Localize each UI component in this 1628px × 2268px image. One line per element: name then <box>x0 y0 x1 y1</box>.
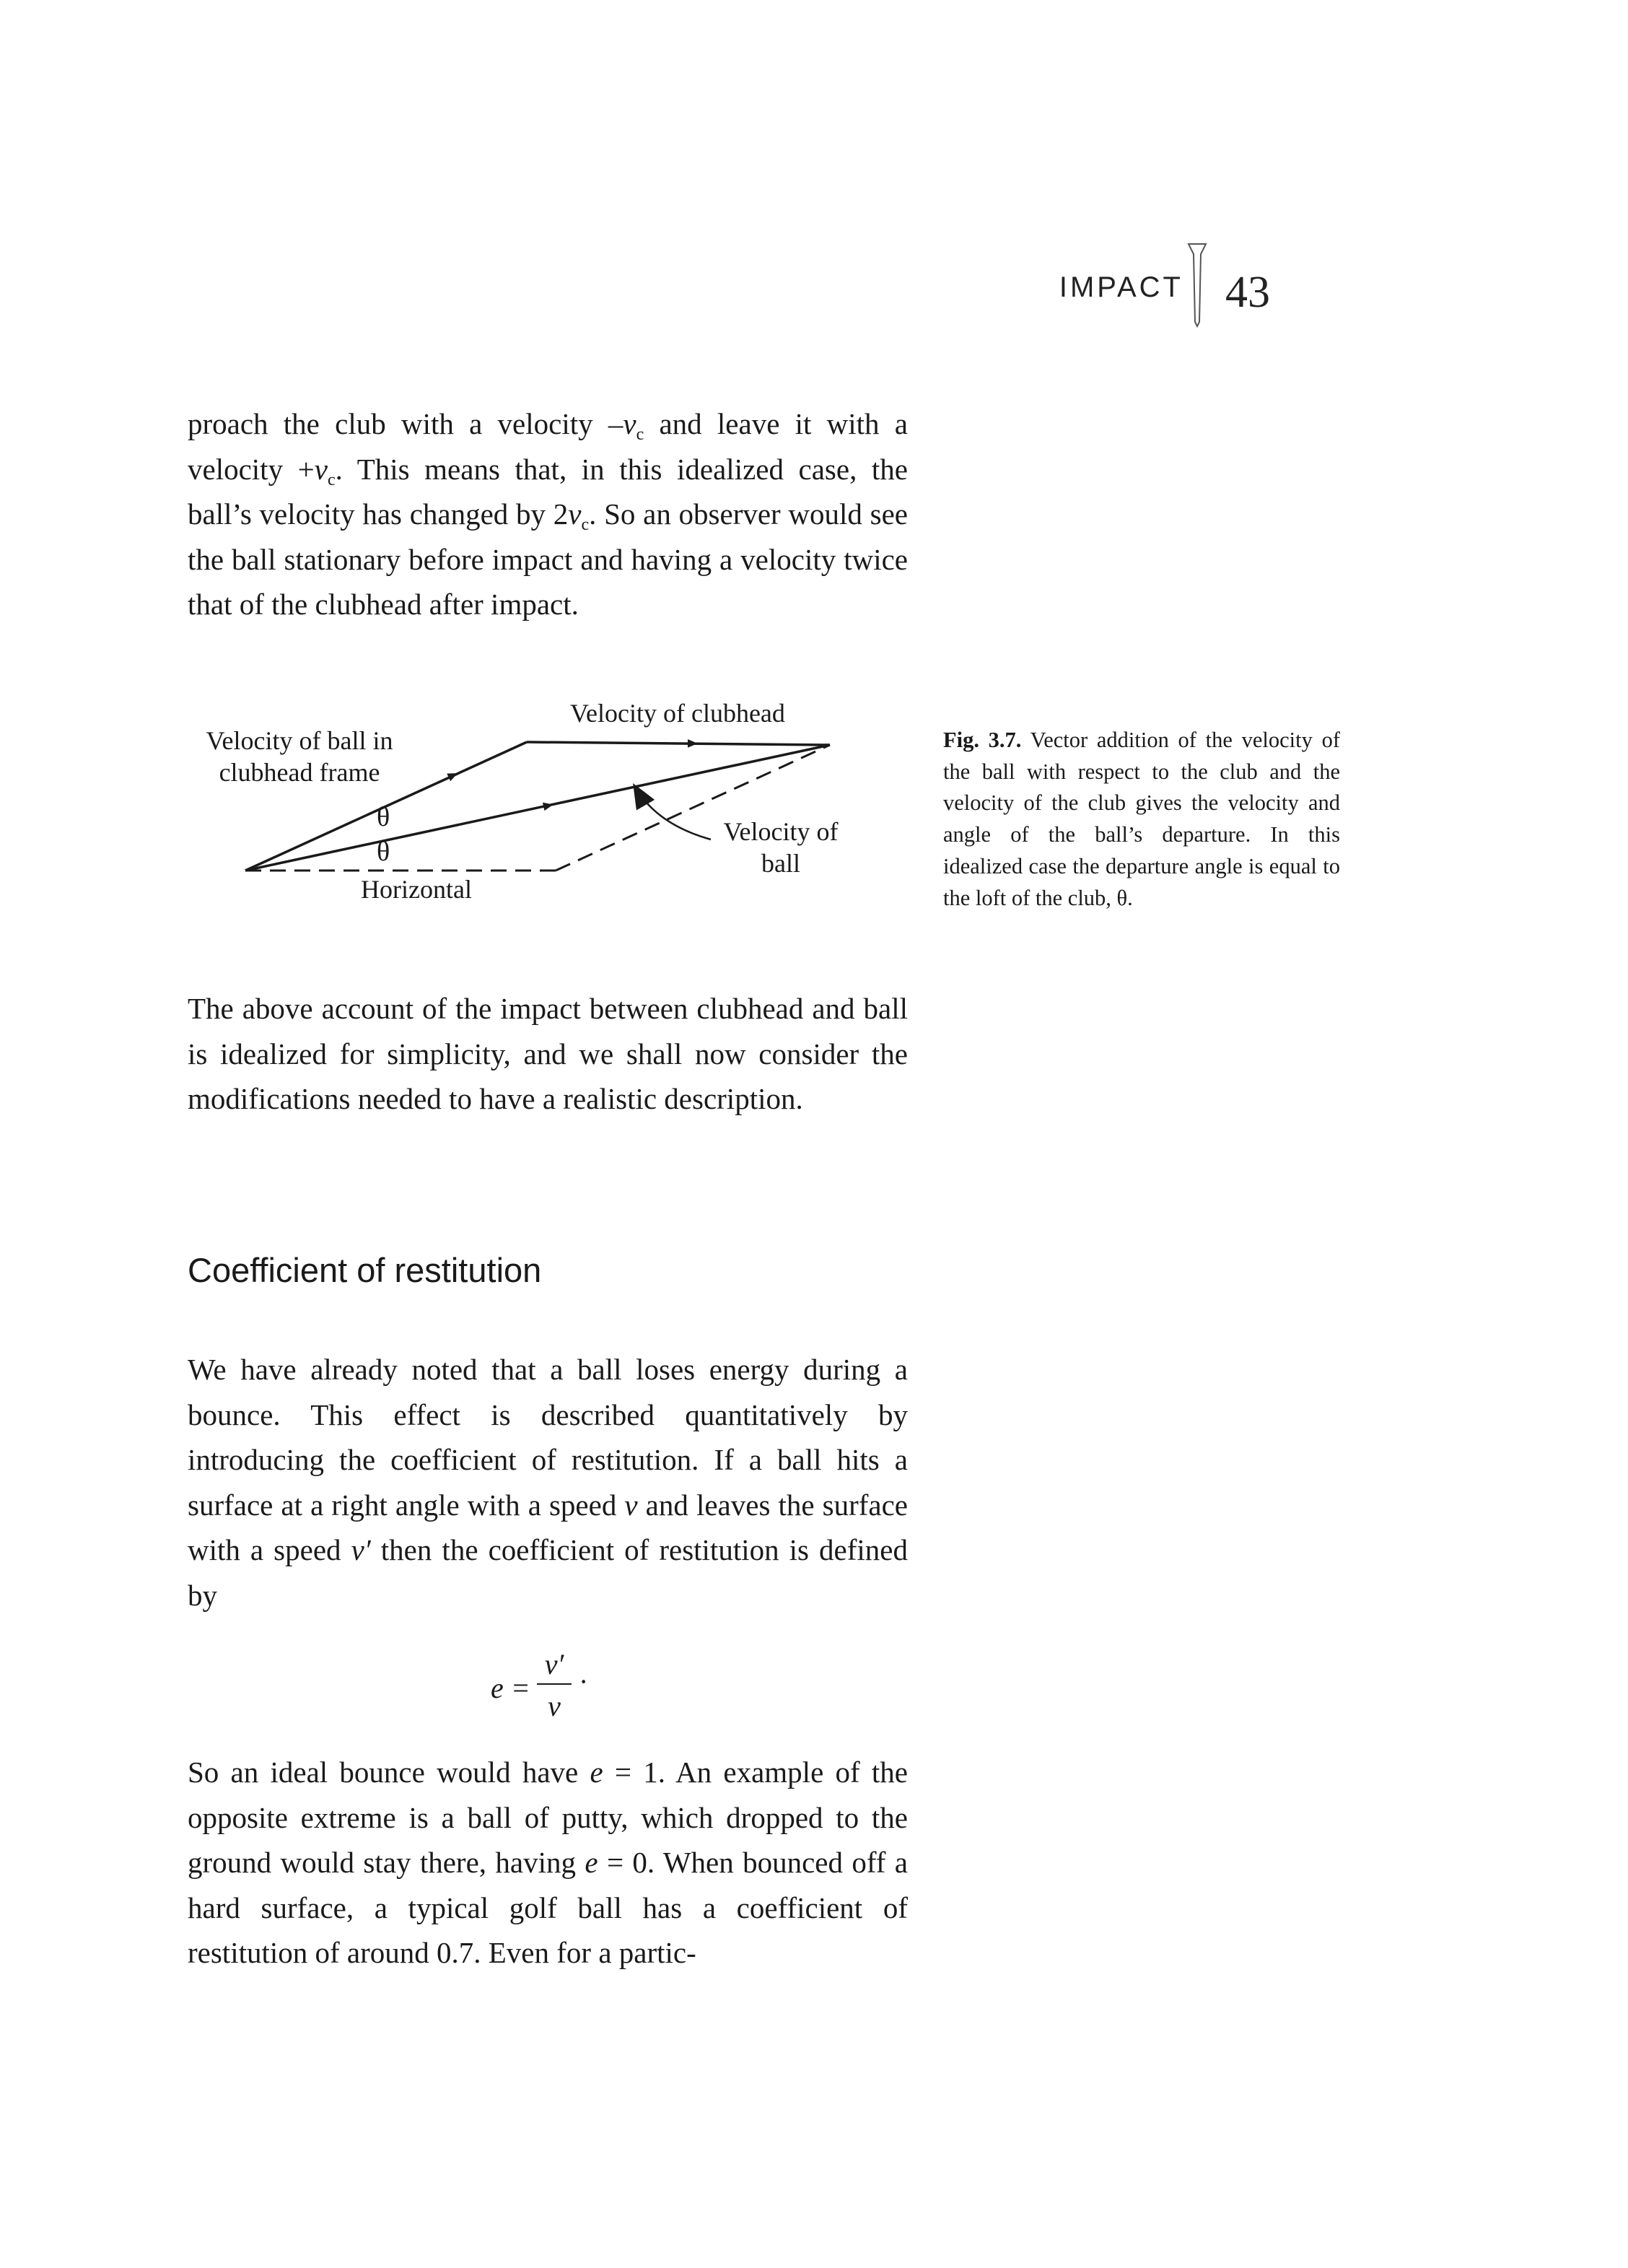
equation-numerator: v′ <box>544 1648 564 1680</box>
figure-vector-diagram <box>188 693 909 910</box>
restitution-equation <box>491 1647 606 1727</box>
running-head <box>1025 269 1328 329</box>
section-heading: Coefficient of restitution <box>188 1251 542 1289</box>
label-ball-in-clubhead-frame: Velocity of ball in clubhead frame <box>206 726 393 787</box>
paragraph-impact-velocity: proach the club with a velocity $-v_c$ and leave it with a velocity $+v_c$. This means that, in this idealized case, the ball’s velocity has changed by $2v_c$. So an observer would see the ball stationary before impact and having a velocity twice that of the clubhead after impact. <box>188 407 908 621</box>
clubhead-vector <box>527 742 830 745</box>
ball-label-pointer <box>635 787 711 839</box>
label-theta-lower: θ <box>377 837 390 867</box>
equation-lhs: e = <box>491 1672 530 1704</box>
fraction-bar <box>537 1683 572 1685</box>
label-theta-upper: θ <box>377 802 390 832</box>
caption-label: Fig. 3.7. <box>943 728 1022 752</box>
equation-trailing-dot: · <box>579 1665 589 1698</box>
page-number: 43 <box>1225 268 1270 317</box>
caption-text: Vector addition of the velocity of the ball with respect to the club and the velocity of the club gives the velocity and angle of the ball’s departure. In this idealized case the departure angle is equal to the loft of the club, θ. <box>943 728 1340 910</box>
figure-caption <box>943 725 1340 914</box>
label-ball-velocity: Velocity of ball <box>723 817 839 878</box>
label-clubhead-velocity: Velocity of clubhead <box>570 699 785 728</box>
label-horizontal: Horizontal <box>361 875 472 904</box>
paragraph-ideal-bounce: So an ideal bounce would have e = 1. An example of the opposite extreme is a ball of putty, which dropped to the ground would stay there, having e = 0. When bounced off a hard surface, a typical golf ball has a coefficient of restitution of around 0.7. Even for a partic- <box>188 1755 909 1969</box>
golf-tee-icon <box>1186 243 1208 328</box>
paragraph-restitution-definition: We have already noted that a ball loses energy during a bounce. This effect is described quantitatively by introducing the coefficient of restitution. If a ball hits a surface at a right angle with a speed v and leaves the surface with a speed v′ then the coefficient of restitution is defined by <box>188 1353 908 1612</box>
paragraph-idealized-account: The above account of the impact between clubhead and ball is idealized for simplicity, and we shall now consider the modifications needed to have a realistic description. <box>188 992 908 1115</box>
running-head-title: IMPACT <box>1059 271 1183 303</box>
equation-denominator: v <box>548 1690 561 1722</box>
